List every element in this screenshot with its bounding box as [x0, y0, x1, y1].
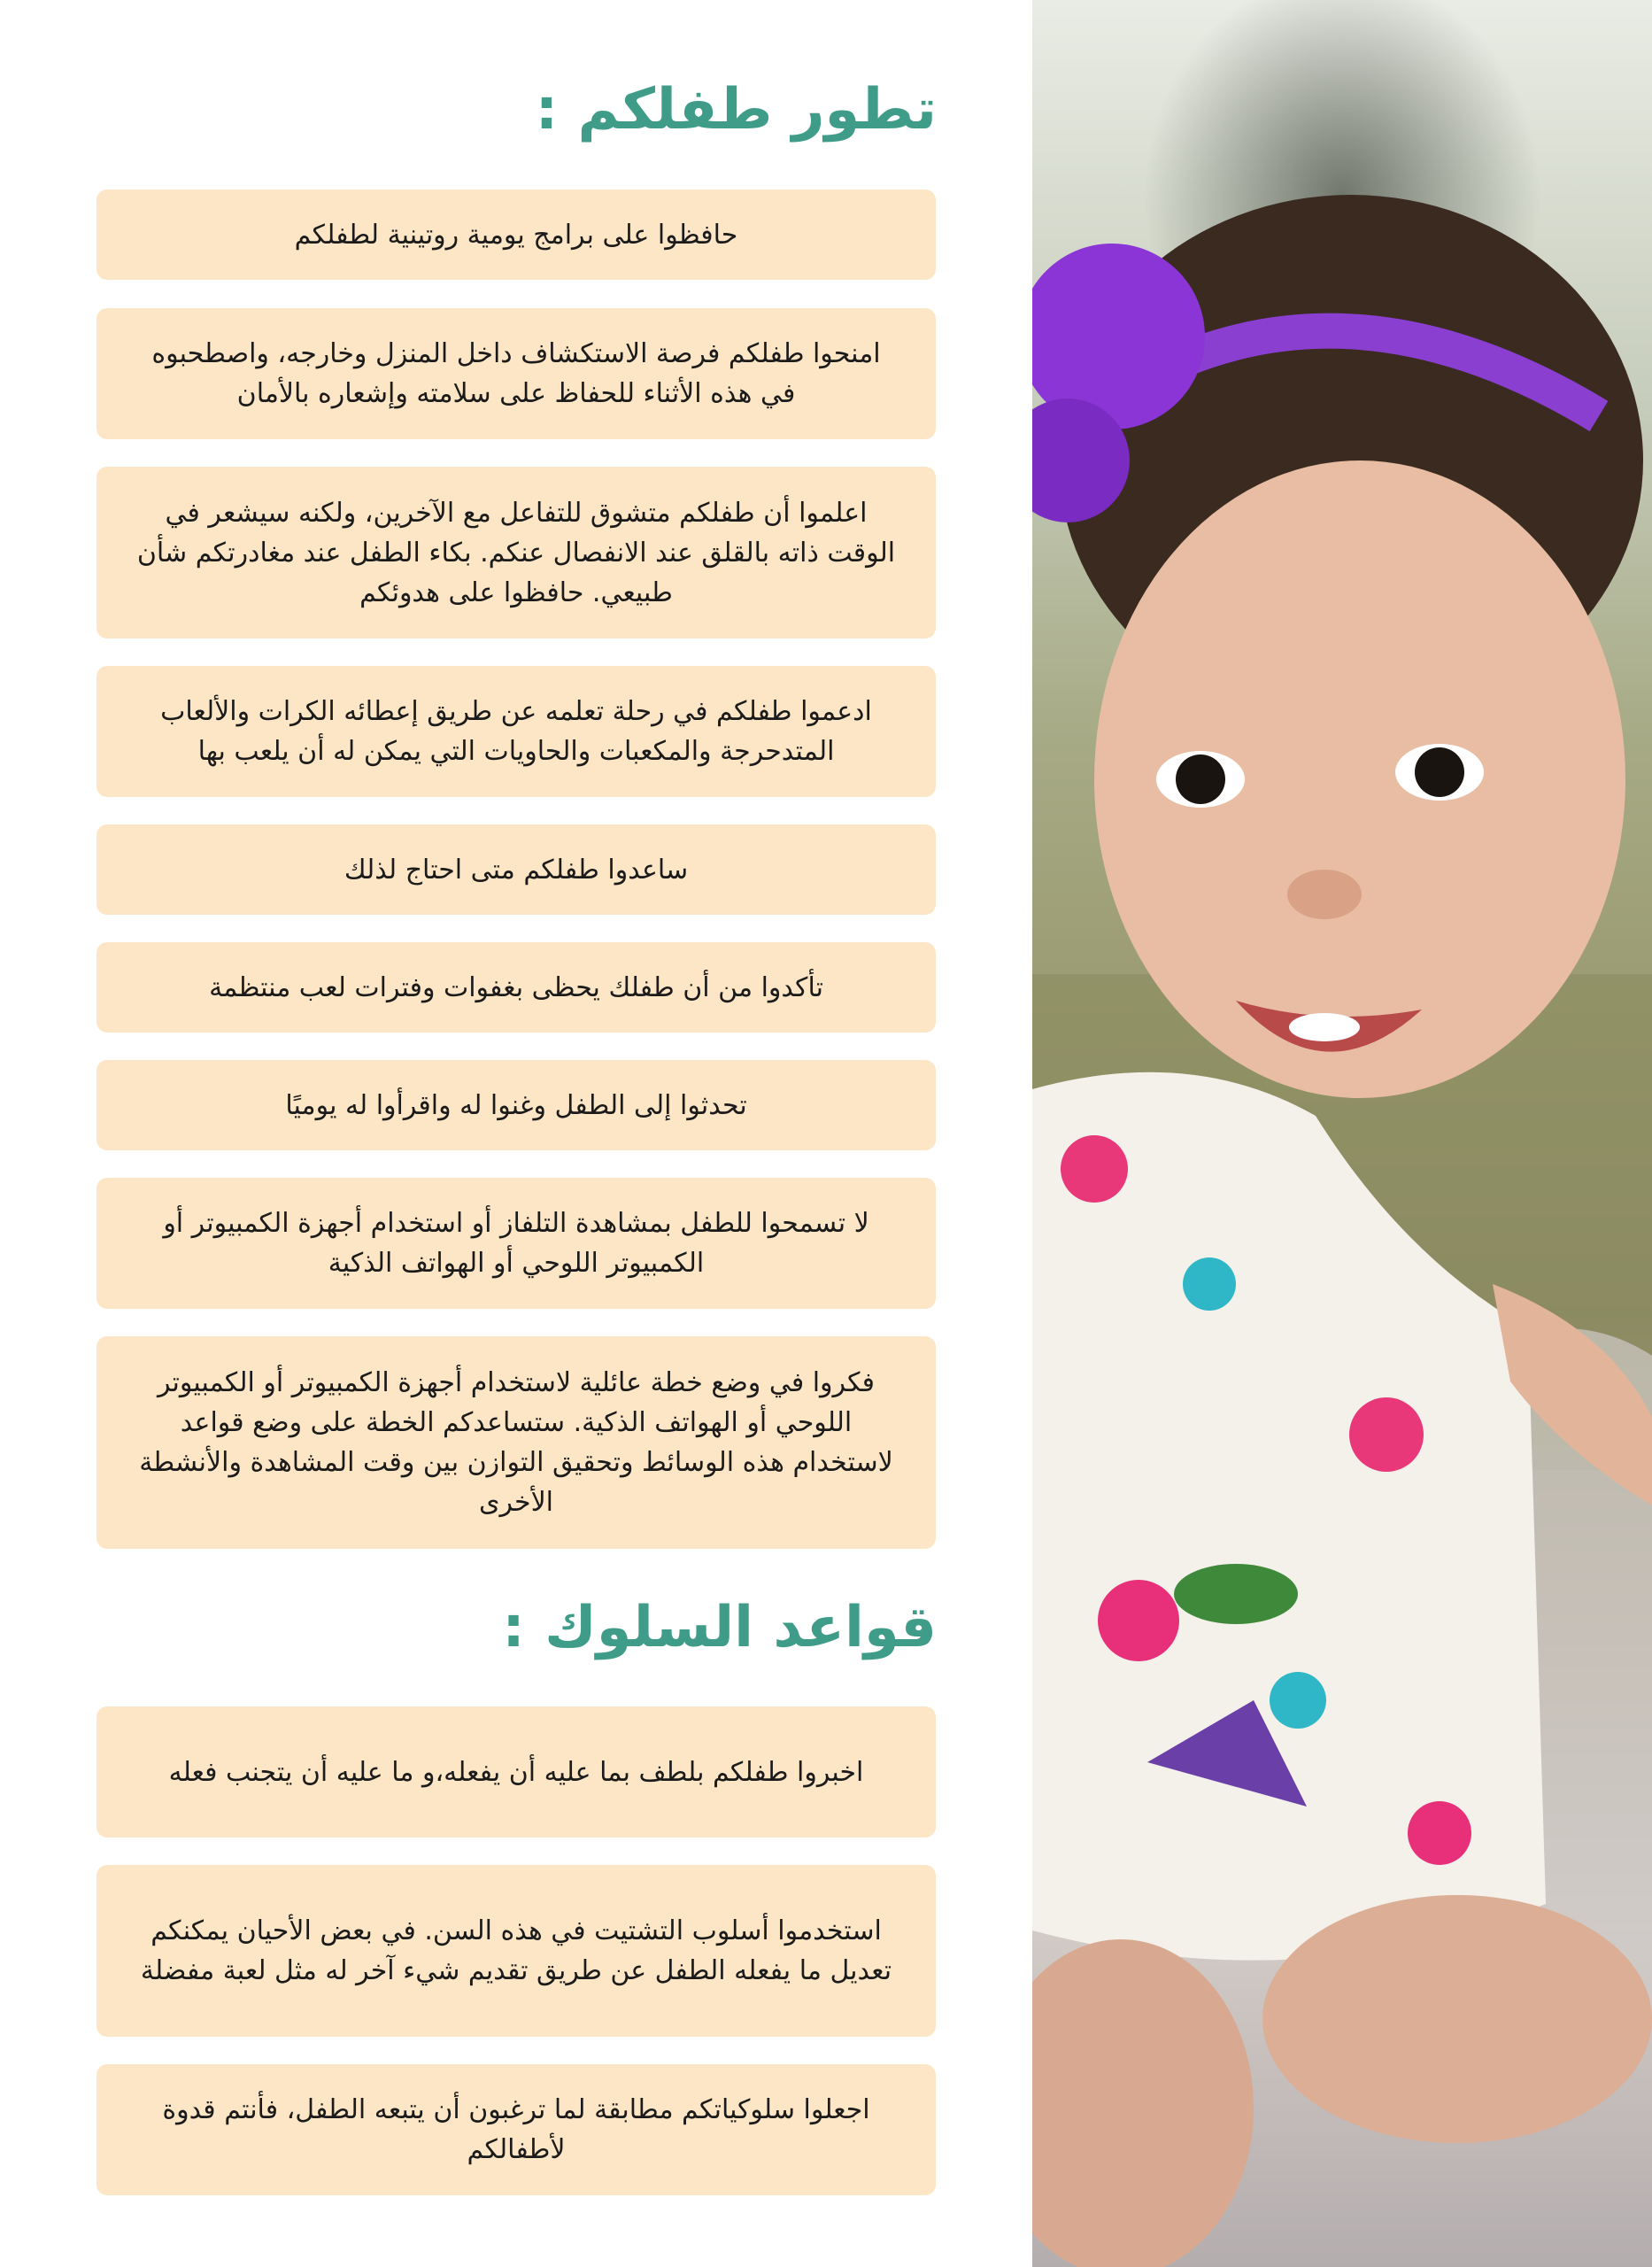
dress-flower — [1408, 1801, 1471, 1865]
tip-text: حافظوا على برامج يومية روتينية لطفلكم — [294, 219, 738, 251]
tip-text: امنحوا طفلكم فرصة الاستكشاف داخل المنزل وخارجه، واصطحبوه في هذه الأثناء للحفاظ على سلامته وإشعاره بالأمان — [151, 338, 881, 409]
behavior-heading: قواعد السلوك : — [502, 1595, 937, 1660]
development-tip-card — [96, 467, 936, 638]
development-tip-card — [96, 308, 936, 439]
left-eye — [1176, 754, 1225, 804]
dress-flower — [1098, 1580, 1179, 1661]
development-tip-card — [96, 824, 936, 915]
tip-text: ادعموا طفلكم في رحلة تعلمه عن طريق إعطائه الكرات والألعاب المتدحرجة والمكعبات والحاويات التي يمكن له أن يلعب بها — [160, 696, 872, 767]
tip-text: ساعدوا طفلكم متى احتاج لذلك — [344, 854, 689, 886]
dress-flower — [1061, 1135, 1128, 1203]
development-tip-card — [96, 1178, 936, 1309]
right-eye — [1415, 747, 1464, 797]
dress-flower — [1183, 1257, 1236, 1311]
tip-text: استخدموا أسلوب التشتيت في هذه السن. في بعض الأحيان يمكنكم تعديل ما يفعله الطفل عن طريق تقديم شيء آخر له مثل لعبة مفضلة — [140, 1915, 892, 1986]
tip-text: لا تسمحوا للطفل بمشاهدة التلفاز أو استخدام أجهزة الكمبيوتر أو الكمبيوتر اللوحي أو الهواتف الذكية — [163, 1208, 869, 1279]
development-tip-card — [96, 190, 936, 280]
baby-photo — [1032, 0, 1652, 2267]
development-tip-card — [96, 942, 936, 1033]
behavior-tip-card — [96, 1706, 936, 1838]
development-tip-card — [96, 1060, 936, 1150]
baby-illustration — [1032, 0, 1652, 2267]
leg — [1262, 1895, 1652, 2143]
tip-text: تأكدوا من أن طفلك يحظى بغفوات وفترات لعب منتظمة — [209, 971, 823, 1003]
tip-text: اخبروا طفلكم بلطف بما عليه أن يفعله،و ما عليه أن يتجنب فعله — [168, 1756, 864, 1788]
development-tip-card — [96, 666, 936, 797]
tip-text: فكروا في وضع خطة عائلية لاستخدام أجهزة الكمبيوتر أو الكمبيوتر اللوحي أو الهواتف الذكية. ستساعدكم الخطة على وضع قواعد لاستخدام هذه الوسائط وتحقيق التوازن بين وقت المشاهدة والأنشطة الأخرى — [139, 1367, 893, 1518]
development-tip-card — [96, 1336, 936, 1549]
nose — [1287, 870, 1362, 919]
leg — [1032, 1939, 1254, 2267]
dress-leaf — [1174, 1564, 1298, 1624]
tip-text: اجعلوا سلوكياتكم مطابقة لما ترغبون أن يتبعه الطفل، فأنتم قدوة لأطفالكم — [162, 2094, 870, 2165]
dress-flower — [1270, 1672, 1326, 1729]
teeth — [1289, 1013, 1360, 1041]
development-heading: تطور طفلكم : — [535, 77, 937, 143]
behavior-tip-card — [96, 1865, 936, 2037]
dress-flower — [1349, 1397, 1424, 1472]
tip-text: تحدثوا إلى الطفل وغنوا له واقرأوا له يوميًا — [285, 1089, 747, 1121]
behavior-tip-card — [96, 2064, 936, 2195]
tip-text: اعلموا أن طفلكم متشوق للتفاعل مع الآخرين، ولكنه سيشعر في الوقت ذاته بالقلق عند الانفصال عنكم. بكاء الطفل عند مغادرتكم شأن طبيعي. حافظوا على هدوئكم — [136, 497, 896, 608]
